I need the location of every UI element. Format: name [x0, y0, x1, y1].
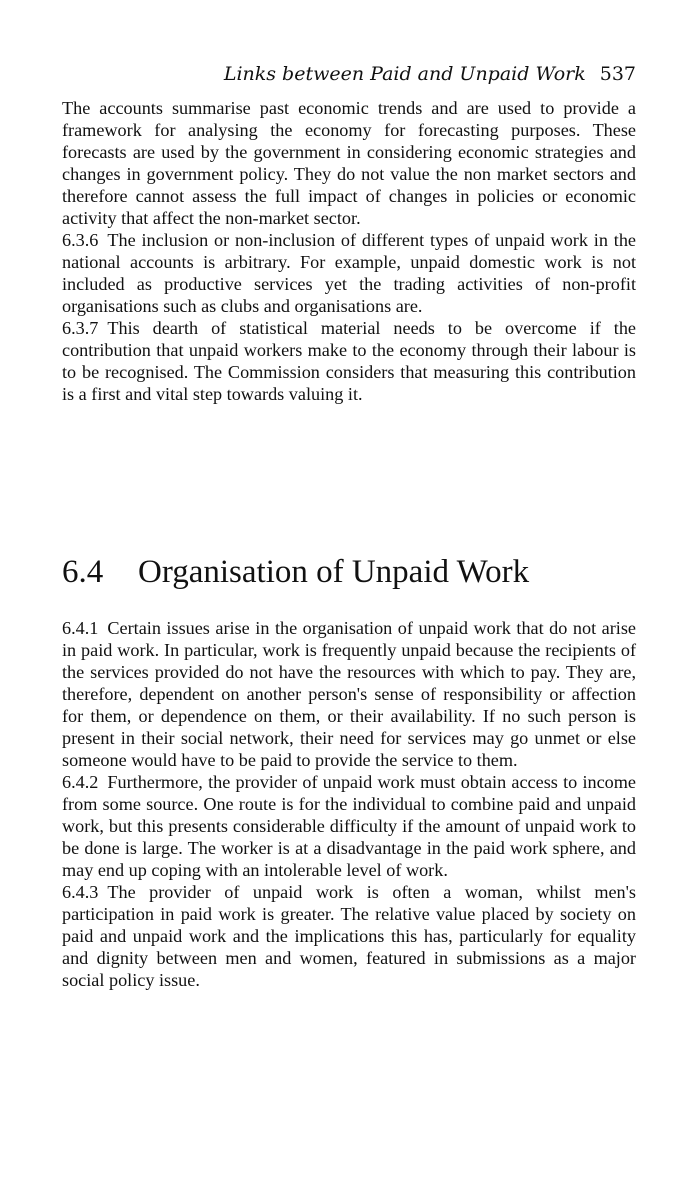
paragraph-number: 6.3.6	[62, 230, 99, 250]
paragraph-6-4-1	[62, 617, 636, 771]
paragraph-number: 6.4.3	[62, 882, 99, 902]
section-title: Organisation of Unpaid Work	[138, 554, 530, 590]
section-number: 6.4	[62, 554, 104, 590]
paragraph-text: This dearth of statistical material needs to be overcome if the contribution that unpaid workers make to the economy through their labour is to be recognised. The Commission considers that measuring this contribution is a first and vital step towards valuing it.	[62, 318, 636, 404]
paragraph-intro	[62, 97, 636, 229]
paragraph-text: The provider of unpaid work is often a woman, whilst men's participation in paid work is greater. The relative value placed by society on paid and unpaid work and the implications this has, particularly for equality and dignity between men and women, featured in submissions as a major social policy issue.	[62, 882, 636, 990]
paragraph-6-4-3	[62, 881, 636, 991]
running-header	[62, 60, 636, 88]
paragraph-number: 6.3.7	[62, 318, 99, 338]
paragraph-text: Certain issues arise in the organisation of unpaid work that do not arise in paid work. In particular, work is frequently unpaid because the recipients of the services provided do not have the resources with which to pay. They are, therefore, dependent on another person's sense of responsibility or affection for them, or dependence on them, or their availability. If no such person is present in their social network, their need for services may go unmet or else someone would have to be paid to provide the service to them.	[62, 618, 636, 770]
running-header-title: Links between Paid and Unpaid Work	[223, 63, 586, 85]
paragraph-6-3-6	[62, 229, 636, 317]
paragraph-number: 6.4.2	[62, 772, 99, 792]
paragraph-number: 6.4.1	[62, 618, 99, 638]
text-block-top	[62, 97, 636, 405]
paragraph-6-4-2	[62, 771, 636, 881]
page-number: 537	[599, 63, 636, 85]
text-block-bottom	[62, 617, 636, 991]
paragraph-text: Furthermore, the provider of unpaid work must obtain access to income from some source. One route is for the individual to combine paid and unpaid work, but this presents considerable difficulty if the amount of unpaid work to be done is large. The worker is at a disadvantage in the paid work sphere, and may end up coping with an intolerable level of work.	[62, 772, 636, 880]
paragraph-text: The accounts summarise past economic trends and are used to provide a framework for analysing the economy for forecasting purposes. These forecasts are used by the government in considering economic strategies and changes in government policy. They do not value the non market sectors and therefore cannot assess the full impact of changes in policies or economic activity that affect the non-market sector.	[62, 98, 636, 228]
paragraph-text: The inclusion or non-inclusion of different types of unpaid work in the national accounts is arbitrary. For example, unpaid domestic work is not included as productive services yet the trading activities of non-profit organisations such as clubs and organisations are.	[62, 230, 636, 316]
paragraph-6-3-7	[62, 317, 636, 405]
section-heading	[62, 550, 642, 594]
